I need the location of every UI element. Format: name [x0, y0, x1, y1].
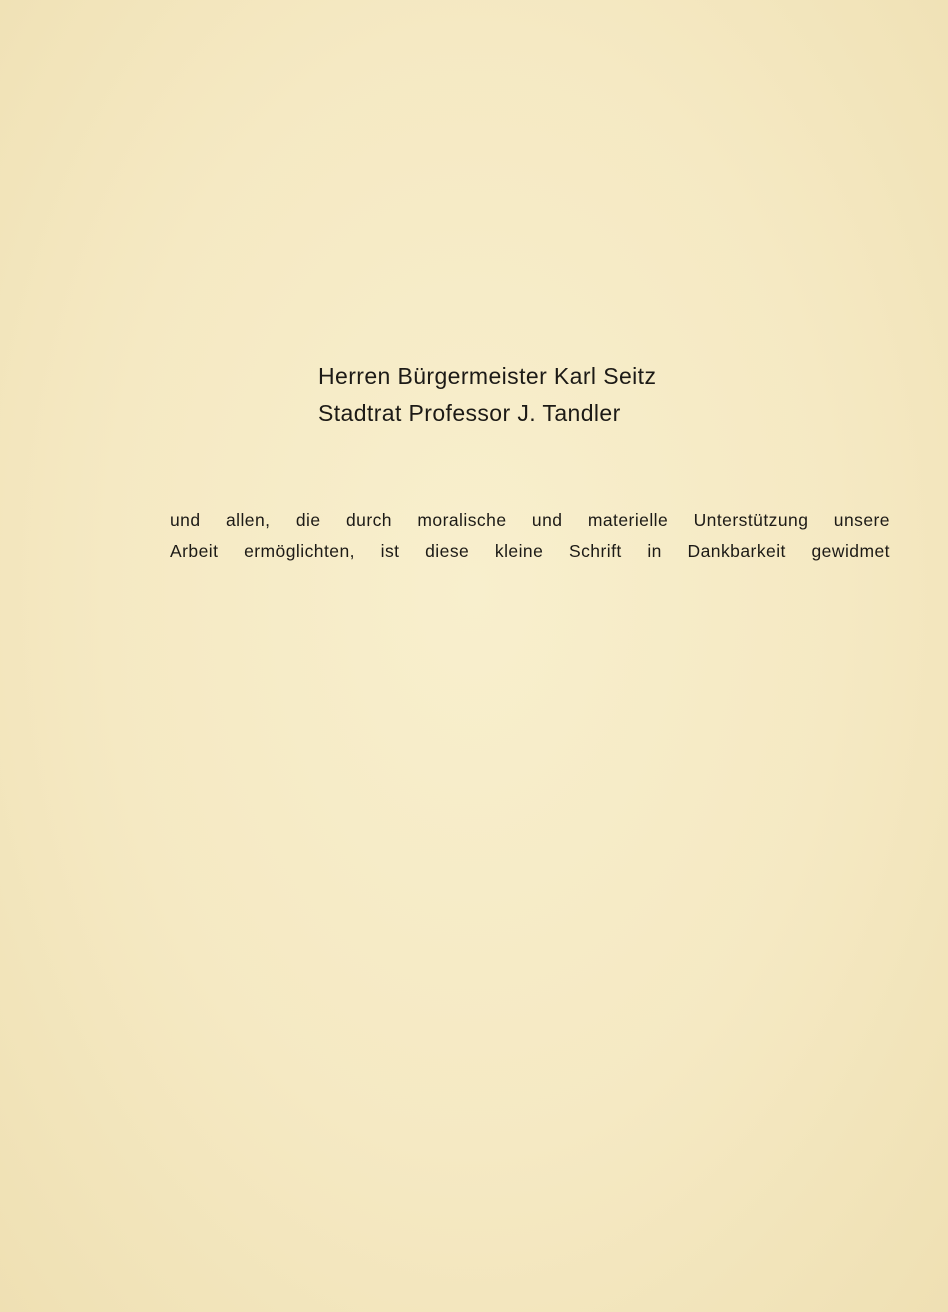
dedication-line: Arbeit ermöglichten, ist diese kleine Schrift in Dankbarkeit gewidmet [170, 541, 890, 561]
recipient-line: Stadtrat Professor J. Tandler [318, 400, 621, 426]
dedication-text [170, 505, 890, 567]
dedication-line: und allen, die durch moralische und materielle Unterstützung unsere [170, 510, 890, 530]
recipients-block [318, 358, 818, 432]
recipient-line: Herren Bürgermeister Karl Seitz [318, 363, 657, 389]
